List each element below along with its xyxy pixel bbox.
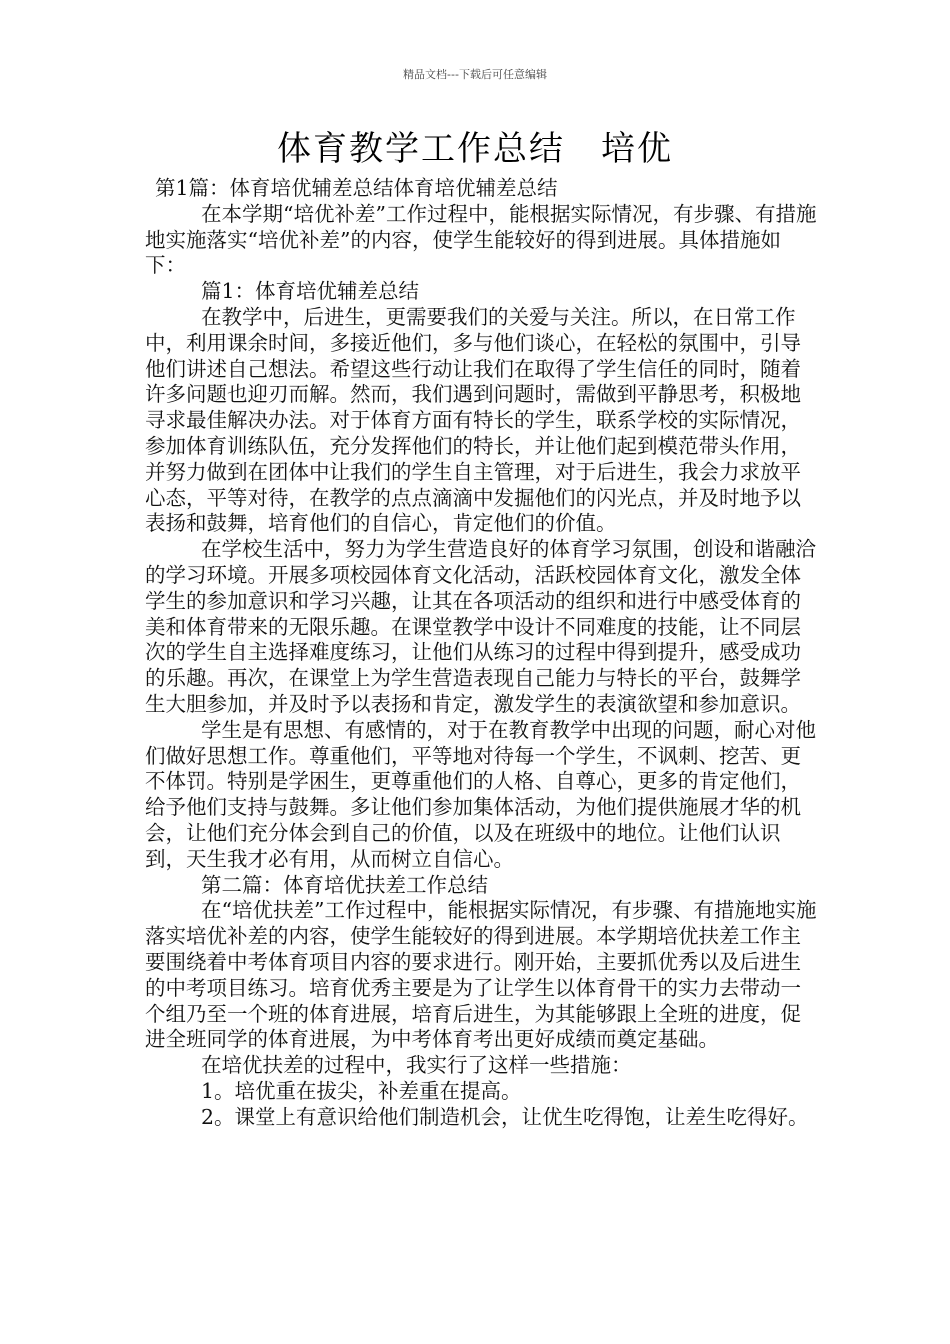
header-note: 精品文档---下载后可任意编辑 bbox=[403, 68, 547, 81]
section-heading: 篇1：体育培优辅差总结 bbox=[201, 279, 420, 304]
list-item: 2。课堂上有意识给他们制造机会，让优生吃得饱，让差生吃得好。 bbox=[201, 1104, 809, 1129]
document-body bbox=[145, 176, 821, 1130]
document-title: 体育教学工作总结 培优 bbox=[277, 129, 673, 169]
paragraph: 在“培优扶差”工作过程中，能根据实际情况，有步骤、有措施地实施落实培优补差的内容，使学生能较好的得到进展。本学期培优扶差工作主要围绕着中考体育项目内容的要求进行。刚开始，主要抓优秀以及后进生的中考项目练习。培育优秀主要是为了让学生以体育骨干的实力去带动一个组乃至一个班的体育进展，培育后进生，为其能够跟上全班的进度，促进全班同学的体育进展，为中考体育考出更好成绩而奠定基础。 bbox=[145, 898, 817, 1052]
paragraph: 在教学中，后进生，更需要我们的关爱与关注。所以，在日常工作中，利用课余时间，多接近他们，多与他们谈心，在轻松的氛围中，引导他们讲述自己想法。希望这些行动让我们在取得了学生信任的同时，随着许多问题也迎刃而解。然而，我们遇到问题时，需做到平静思考，积极地寻求最佳解决办法。对于体育方面有特长的学生，联系学校的实际情况，参加体育训练队伍，充分发挥他们的特长，并让他们起到模范带头作用，并努力做到在团体中让我们的学生自主管理，对于后进生，我会力求放平心态，平等对待，在教学的点点滴滴中发掘他们的闪光点，并及时地予以表扬和鼓舞，培育他们的自信心，肯定他们的价值。 bbox=[145, 304, 801, 536]
section-heading: 第1篇：体育培优辅差总结体育培优辅差总结 bbox=[155, 176, 558, 200]
paragraph: 在学校生活中，努力为学生营造良好的体育学习氛围，创设和谐融洽的学习环境。开展多项校园体育文化活动，活跃校园体育文化，激发全体学生的参加意识和学习兴趣，让其在各项活动的组织和进行中感受体育的美和体育带来的无限乐趣。在课堂教学中设计不同难度的技能，让不同层次的学生自主选择难度练习，让他们从练习的过程中得到提升，感受成功的乐趣。再次，在课堂上为学生营造表现自己能力与特长的平台，鼓舞学生大胆参加，并及时予以表扬和肯定，激发学生的表演欲望和参加意识。 bbox=[145, 537, 816, 716]
paragraph: 在本学期“培优补差”工作过程中，能根据实际情况，有步骤、有措施地实施落实“培优补差”的内容，使学生能较好的得到进展。具体措施如下： bbox=[145, 201, 817, 278]
paragraph: 在培优扶差的过程中，我实行了这样一些措施： bbox=[201, 1053, 632, 1078]
paragraph: 学生是有思想、有感情的，对于在教育教学中出现的问题，耐心对他们做好思想工作。尊重他们，平等地对待每一个学生，不讽刺、挖苦、更不体罚。特别是学困生，更尊重他们的人格、自尊心，更多的肯定他们，给予他们支持与鼓舞。多让他们参加集体活动，为他们提供施展才华的机会，让他们充分体会到自己的价值，以及在班级中的地位。让他们认识到，天生我才必有用，从而树立自信心。 bbox=[145, 717, 816, 871]
section-heading: 第二篇：体育培优扶差工作总结 bbox=[201, 872, 488, 897]
list-item: 1。培优重在拔尖，补差重在提高。 bbox=[201, 1078, 522, 1103]
